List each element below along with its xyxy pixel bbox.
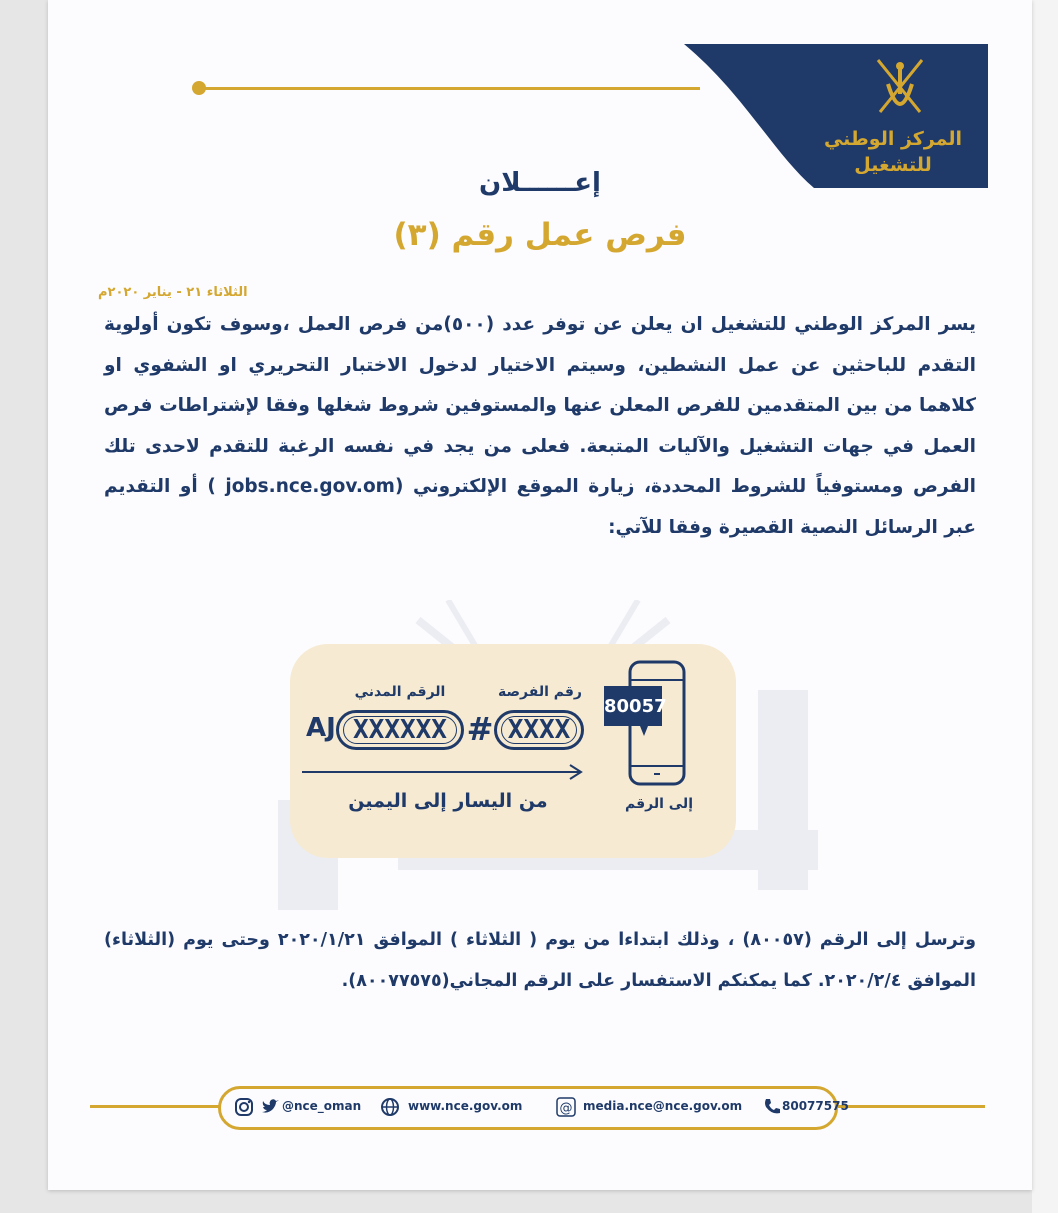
website-link[interactable]: www.nce.gov.om [408,1099,523,1113]
twitter-icon [260,1097,280,1117]
civil-number-box [336,710,464,750]
job-number-placeholder: XXXX [507,715,571,745]
phone-icon [762,1097,782,1117]
header-gold-dot [192,81,206,95]
announcement-title: إعــــــلان [479,168,601,198]
footer-line-left [90,1105,222,1108]
separator-hash: # [466,710,494,748]
org-name-line2: للتشغيل [854,154,932,176]
svg-text:@: @ [559,1101,573,1116]
instagram-icon [234,1097,254,1117]
announcement-closing: وترسل إلى الرقم (٨٠٠٥٧) ، وذلك ابتداءا من يوم ( الثلاثاء ) الموافق ٢٠٢٠/١/٢١ وحتى يوم (الثلاثاء) الموافق ٢٠٢٠/٢/٤. كما يمكنكم الاستفسار على الرقم المجاني(٨٠٠٧٧٥٧٥). [104,930,976,991]
header-gold-line [200,87,700,90]
job-number-label: رقم الفرصة [498,684,582,700]
to-number-label: إلى الرقم [624,796,693,812]
globe-icon [380,1097,400,1117]
announcement-date: الثلاثاء ٢١ - يناير ٢٠٢٠م [98,285,248,300]
org-name-line1: المركز الوطني [823,128,963,150]
khanjar-emblem-icon [870,54,930,124]
phone-number[interactable]: 80077575 [782,1099,849,1113]
email-link[interactable]: media.nce@nce.gov.om [583,1099,743,1113]
direction-arrow-icon [302,764,584,780]
announcement-page [48,0,1032,1190]
announcement-body: يسر المركز الوطني للتشغيل ان يعلن عن توفر عدد (٥٠٠)من فرص العمل ،وسوف تكون أولوية التقدم للباحثين عن عمل النشطين، وسيتم الاختيار لدخول الاختبار التحريري او الشفوي او كلاهما من بين المتقدمين للفرص المعلن عنها والمستوفين شروط شغلها وفقا لإشتراطات فرص العمل في جهات التشغيل والآليات المتبعة. فعلى من يجد في نفسه الرغبة للتقدم لاحدى تلك الفرص ومستوفياً للشروط المحددة، زيارة الموقع الإلكتروني (jobs.nce.gov.om ) أو التقديم عبر الرسائل النصية القصيرة وفقا للآتي: [104,314,976,538]
viewer-background-strip [1032,0,1058,1213]
sms-number: 80057 [604,696,667,717]
social-handle[interactable]: @nce_oman [282,1099,362,1113]
email-at-icon [556,1097,576,1117]
direction-text: من اليسار إلى اليمين [348,790,548,812]
sms-prefix: AJ [306,713,336,743]
footer-line-right [835,1105,985,1108]
civil-number-placeholder: XXXXXX [353,715,447,745]
job-number-box [494,710,584,750]
civil-number-label: الرقم المدني [354,684,446,700]
announcement-subtitle: فرص عمل رقم (٣) [393,217,687,253]
